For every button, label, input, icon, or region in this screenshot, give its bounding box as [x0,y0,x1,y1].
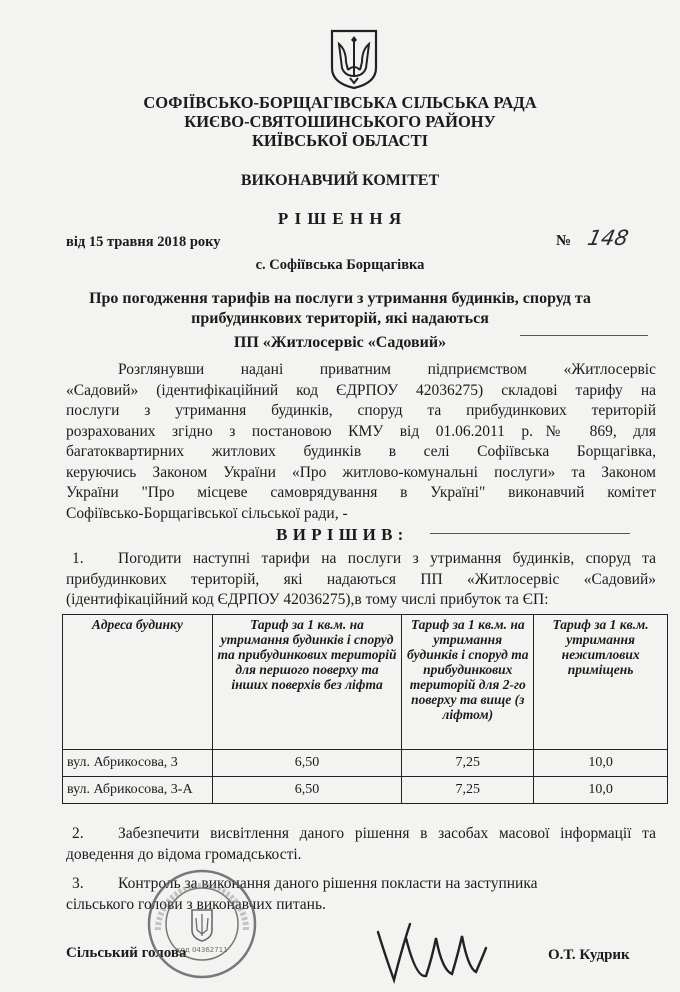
table-row [63,777,668,804]
signature-name: О.Т. Кудрик [548,947,630,963]
preamble-line: багатоквартирних житлових будинків в селі Софіївська Борщагівка, [66,443,656,460]
item-1-line: прибудинкових територій, які надаються ПП «Житлосервіс «Садовий» [66,570,656,588]
item-3-line: Контроль за виконання даного рішення покласти на заступника [118,875,538,892]
decided-heading: В И Р І Ш И В : [276,525,404,544]
item-2-line: Забезпечити висвітлення даного рішення в засобах масової інформації та [118,825,656,842]
item-3-number: 3. [72,875,84,892]
cell-tariff: 7,25 [402,777,534,804]
preamble-line: послуги з утримання будинків, споруд та прибудинкових територій [66,402,656,419]
title-line-2: прибудинкових територій, які надаються [191,310,489,327]
signature-position: Сільський голова [66,945,187,961]
cell-tariff: 10,0 [534,750,668,777]
preamble-line: України "Про місцеве самоврядування в Україні" виконавчий комітет [66,484,656,501]
preamble-line: керуючись Законом України «Про житлово-комунальні послуги» та Законом [66,463,656,481]
cell-address: вул. Абрикосова, 3 [63,750,213,777]
number-label: № [556,233,572,249]
table-row [63,750,668,777]
header-tariff-nonresidential: Тариф за 1 кв.м. утримання нежитлових приміщень [534,615,668,750]
item-1 [66,549,656,611]
item-2 [66,824,656,865]
cell-tariff: 10,0 [534,777,668,804]
decision-date: від 15 травня 2018 року [66,234,221,250]
handwritten-signature [372,918,492,988]
decision-heading: Р І Ш Е Н Н Я [277,209,403,228]
tariff-table [62,614,668,804]
item-2-line: доведення до відома громадськості. [66,845,302,863]
cell-tariff: 7,25 [402,750,534,777]
item-1-number: 1. [72,550,84,567]
decision-number: 148 [585,226,631,250]
cell-tariff: 6,50 [212,750,402,777]
stamp-code: код 04362711 [176,946,228,954]
cell-address: вул. Абрикосова, 3-А [63,777,213,804]
preamble [66,360,656,524]
item-3-line: сільського голови з виконавчих питань. [66,895,326,913]
place-name: с. Софіївська Борщагівка [255,257,425,273]
cell-tariff: 6,50 [212,777,402,804]
region-name: КИЇВСЬКОЇ ОБЛАСТІ [251,131,429,150]
preamble-line: Розглянувши надані приватним підприємством «Житлосервіс [118,361,656,378]
district-name: КИЄВО-СВЯТОШИНСЬКОГО РАЙОНУ [184,112,496,131]
header-address: Адреса будинку [63,615,213,750]
header-tariff-no-lift: Тариф за 1 кв.м. на утримання будинків і споруд та прибудинкових територій для першого поверху та інших поверхів без ліфта [212,615,402,750]
committee-title: ВИКОНАВЧИЙ КОМІТЕТ [240,172,440,189]
preamble-line: Софіївсько-Борщагівської сільської ради, - [66,504,348,522]
item-2-number: 2. [72,825,84,842]
decided-divider [430,533,630,534]
title-line-3: ПП «Житлосервіс «Садовий» [233,334,447,351]
council-name: СОФІЇВСЬКО-БОРЩАГІВСЬКА СІЛЬСЬКА РАДА [143,93,537,112]
item-1-line: (ідентифікаційний код ЄДРПОУ 42036275),в тому числі прибуток та ЄП: [66,591,549,608]
preamble-line: розрахованих згідно з постановою КМУ від 01.06.2011 р.№ 869, для [66,422,656,440]
title-divider [520,335,648,336]
preamble-line: «Садовий» (ідентифікаційний код ЄДРПОУ 42036275) складові тарифу на [66,381,656,399]
header-tariff-lift: Тариф за 1 кв.м. на утримання будинків і споруд та прибудинкових територій для 2-го поверху та вище (з ліфтом) [402,615,534,750]
item-1-line: Погодити наступні тарифи на послуги з утримання будинків, споруд та [118,550,656,567]
coat-of-arms-icon [328,28,380,90]
title-line-1: Про погодження тарифів на послуги з утримання будинків, споруд та [89,290,591,307]
official-stamp [146,868,258,980]
